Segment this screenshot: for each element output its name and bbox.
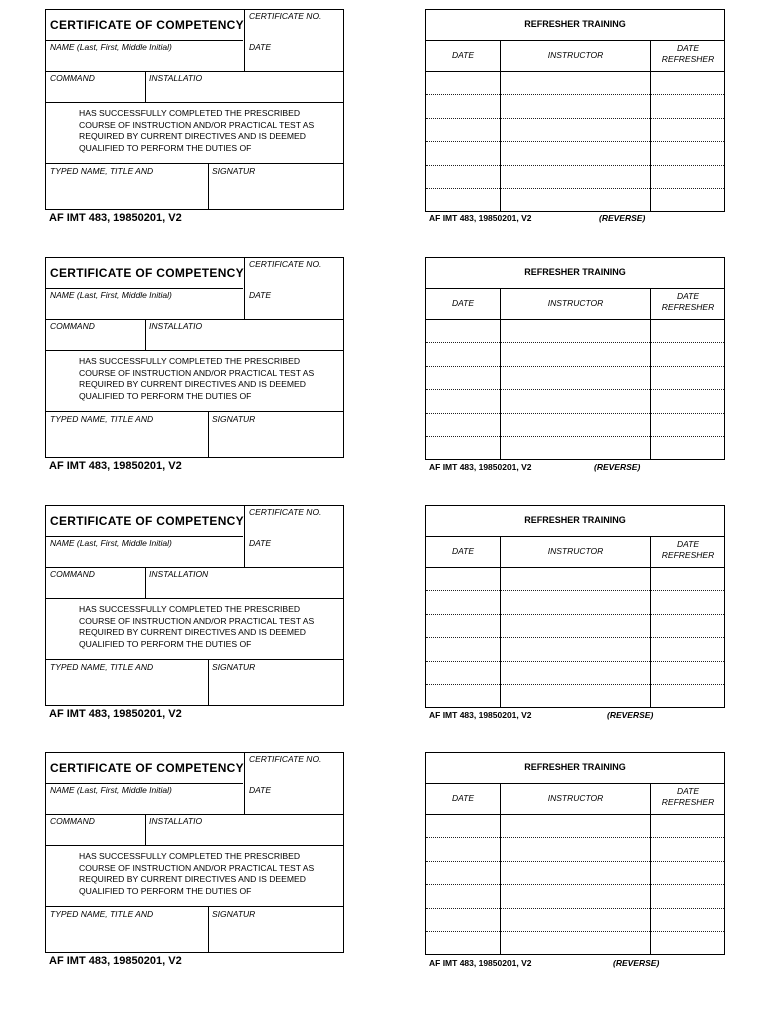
- statement-line: QUALIFIED TO PERFORM THE DUTIES OF: [79, 639, 252, 650]
- certificate-title: CERTIFICATE OF COMPETENCY: [50, 514, 244, 528]
- date-field[interactable]: [245, 795, 343, 814]
- refresher-training-table: [425, 505, 725, 708]
- name-field[interactable]: [46, 52, 244, 71]
- refresher-title: REFRESHER TRAINING: [524, 762, 626, 772]
- name-field[interactable]: [46, 548, 244, 567]
- reverse-label: (REVERSE): [599, 213, 646, 223]
- statement-line: COURSE OF INSTRUCTION AND/OR PRACTICAL TEST AS: [79, 367, 315, 378]
- date-label: DATE: [249, 785, 272, 795]
- certificate-form: [45, 505, 344, 706]
- date-field[interactable]: [245, 300, 343, 319]
- col-date-refresher-line-2: REFRESHER: [661, 797, 715, 807]
- form-id: AF IMT 483, 19850201, V2: [49, 955, 182, 967]
- refresher-title: REFRESHER TRAINING: [524, 515, 626, 525]
- signature-field[interactable]: [209, 424, 343, 457]
- installation-label: INSTALLATIO: [149, 73, 203, 83]
- col-date-refresher-line-1: DATE: [676, 539, 700, 549]
- refresher-form-id: [429, 710, 654, 720]
- date-field[interactable]: [245, 52, 343, 71]
- certificate-title: CERTIFICATE OF COMPETENCY: [50, 266, 244, 280]
- command-field[interactable]: [46, 826, 145, 845]
- col-date-refresher: [651, 291, 725, 313]
- typed-name-field[interactable]: [46, 424, 208, 457]
- installation-label: INSTALLATIO: [149, 816, 203, 826]
- refresher-form-id: [429, 958, 660, 968]
- certificate-form: [45, 257, 344, 458]
- certificate-no-field[interactable]: [245, 268, 343, 288]
- certificate-no-field[interactable]: [245, 763, 343, 783]
- col-date: DATE: [451, 546, 475, 556]
- refresher-form-id-text: AF IMT 483, 19850201, V2: [429, 710, 532, 720]
- completion-statement: [79, 356, 341, 403]
- completion-statement: [79, 108, 341, 155]
- installation-field[interactable]: [146, 826, 343, 845]
- col-date: DATE: [451, 793, 475, 803]
- refresher-form-id: [429, 213, 646, 223]
- installation-field[interactable]: [146, 579, 343, 598]
- certificate-no-field[interactable]: [245, 516, 343, 536]
- command-field[interactable]: [46, 83, 145, 102]
- certificate-form: [45, 9, 344, 210]
- date-label: DATE: [249, 42, 272, 52]
- signature-label: SIGNATUR: [212, 414, 256, 424]
- typed-name-label: TYPED NAME, TITLE AND: [50, 909, 154, 919]
- name-label: NAME (Last, First, Middle Initial): [50, 42, 172, 52]
- certificate-title: CERTIFICATE OF COMPETENCY: [50, 18, 244, 32]
- name-label: NAME (Last, First, Middle Initial): [50, 538, 172, 548]
- statement-line: COURSE OF INSTRUCTION AND/OR PRACTICAL TEST AS: [79, 119, 315, 130]
- statement-line: COURSE OF INSTRUCTION AND/OR PRACTICAL TEST AS: [79, 862, 315, 873]
- refresher-entry-rows[interactable]: [426, 320, 724, 459]
- command-label: COMMAND: [50, 816, 95, 826]
- statement-line: HAS SUCCESSFULLY COMPLETED THE PRESCRIBED: [79, 108, 301, 118]
- statement-line: COURSE OF INSTRUCTION AND/OR PRACTICAL TEST AS: [79, 615, 315, 626]
- installation-label: INSTALLATIO: [149, 321, 203, 331]
- signature-field[interactable]: [209, 176, 343, 209]
- col-date-refresher-line-1: DATE: [676, 786, 700, 796]
- certificate-no-label: CERTIFICATE NO.: [249, 507, 322, 517]
- form-id: AF IMT 483, 19850201, V2: [49, 460, 182, 472]
- col-date: DATE: [451, 50, 475, 60]
- col-instructor: INSTRUCTOR: [547, 50, 604, 60]
- col-instructor: INSTRUCTOR: [547, 298, 604, 308]
- refresher-form-id: [429, 462, 641, 472]
- refresher-title: REFRESHER TRAINING: [524, 267, 626, 277]
- signature-label: SIGNATUR: [212, 909, 256, 919]
- refresher-entry-rows[interactable]: [426, 568, 724, 707]
- refresher-training-table: [425, 752, 725, 955]
- statement-line: REQUIRED BY CURRENT DIRECTIVES AND IS DEEMED: [79, 627, 306, 638]
- command-label: COMMAND: [50, 569, 95, 579]
- certificate-form: [45, 752, 344, 953]
- col-date-refresher-line-2: REFRESHER: [661, 550, 715, 560]
- col-date-refresher: [651, 43, 725, 65]
- refresher-entry-rows[interactable]: [426, 72, 724, 211]
- typed-name-label: TYPED NAME, TITLE AND: [50, 166, 154, 176]
- date-field[interactable]: [245, 548, 343, 567]
- reverse-label: (REVERSE): [594, 462, 641, 472]
- statement-line: QUALIFIED TO PERFORM THE DUTIES OF: [79, 886, 252, 897]
- typed-name-field[interactable]: [46, 672, 208, 705]
- statement-line: REQUIRED BY CURRENT DIRECTIVES AND IS DEEMED: [79, 379, 306, 390]
- statement-line: HAS SUCCESSFULLY COMPLETED THE PRESCRIBED: [79, 604, 301, 614]
- completion-statement: [79, 851, 341, 898]
- col-date-refresher-line-2: REFRESHER: [661, 54, 715, 64]
- installation-label: INSTALLATION: [149, 569, 209, 579]
- typed-name-field[interactable]: [46, 176, 208, 209]
- form-id: AF IMT 483, 19850201, V2: [49, 212, 182, 224]
- name-label: NAME (Last, First, Middle Initial): [50, 290, 172, 300]
- statement-line: HAS SUCCESSFULLY COMPLETED THE PRESCRIBED: [79, 851, 301, 861]
- command-field[interactable]: [46, 331, 145, 350]
- refresher-entry-rows[interactable]: [426, 815, 724, 954]
- col-date-refresher-line-1: DATE: [676, 43, 700, 53]
- certificate-no-label: CERTIFICATE NO.: [249, 754, 322, 764]
- completion-statement: [79, 604, 341, 651]
- col-date-refresher-line-2: REFRESHER: [661, 302, 715, 312]
- typed-name-label: TYPED NAME, TITLE AND: [50, 662, 154, 672]
- statement-line: REQUIRED BY CURRENT DIRECTIVES AND IS DEEMED: [79, 131, 306, 142]
- refresher-form-id-text: AF IMT 483, 19850201, V2: [429, 213, 532, 223]
- col-instructor: INSTRUCTOR: [547, 793, 604, 803]
- signature-label: SIGNATUR: [212, 166, 256, 176]
- signature-label: SIGNATUR: [212, 662, 256, 672]
- statement-line: REQUIRED BY CURRENT DIRECTIVES AND IS DEEMED: [79, 874, 306, 885]
- command-field[interactable]: [46, 579, 145, 598]
- reverse-label: (REVERSE): [607, 710, 654, 720]
- refresher-title: REFRESHER TRAINING: [524, 19, 626, 29]
- typed-name-field[interactable]: [46, 919, 208, 952]
- name-field[interactable]: [46, 300, 244, 319]
- installation-field[interactable]: [146, 331, 343, 350]
- refresher-training-table: [425, 257, 725, 460]
- signature-field[interactable]: [209, 672, 343, 705]
- statement-line: QUALIFIED TO PERFORM THE DUTIES OF: [79, 391, 252, 402]
- refresher-form-id-text: AF IMT 483, 19850201, V2: [429, 462, 532, 472]
- command-label: COMMAND: [50, 73, 95, 83]
- refresher-training-table: [425, 9, 725, 212]
- col-date: DATE: [451, 298, 475, 308]
- date-label: DATE: [249, 538, 272, 548]
- statement-line: QUALIFIED TO PERFORM THE DUTIES OF: [79, 143, 252, 154]
- col-date-refresher: [651, 539, 725, 561]
- certificate-title: CERTIFICATE OF COMPETENCY: [50, 761, 244, 775]
- statement-line: HAS SUCCESSFULLY COMPLETED THE PRESCRIBED: [79, 356, 301, 366]
- refresher-form-id-text: AF IMT 483, 19850201, V2: [429, 958, 532, 968]
- command-label: COMMAND: [50, 321, 95, 331]
- reverse-label: (REVERSE): [613, 958, 660, 968]
- form-id: AF IMT 483, 19850201, V2: [49, 708, 182, 720]
- col-date-refresher: [651, 786, 725, 808]
- certificate-no-field[interactable]: [245, 20, 343, 40]
- installation-field[interactable]: [146, 83, 343, 102]
- date-label: DATE: [249, 290, 272, 300]
- signature-field[interactable]: [209, 919, 343, 952]
- name-field[interactable]: [46, 795, 244, 814]
- certificate-no-label: CERTIFICATE NO.: [249, 259, 322, 269]
- col-date-refresher-line-1: DATE: [676, 291, 700, 301]
- name-label: NAME (Last, First, Middle Initial): [50, 785, 172, 795]
- certificate-no-label: CERTIFICATE NO.: [249, 11, 322, 21]
- typed-name-label: TYPED NAME, TITLE AND: [50, 414, 154, 424]
- col-instructor: INSTRUCTOR: [547, 546, 604, 556]
